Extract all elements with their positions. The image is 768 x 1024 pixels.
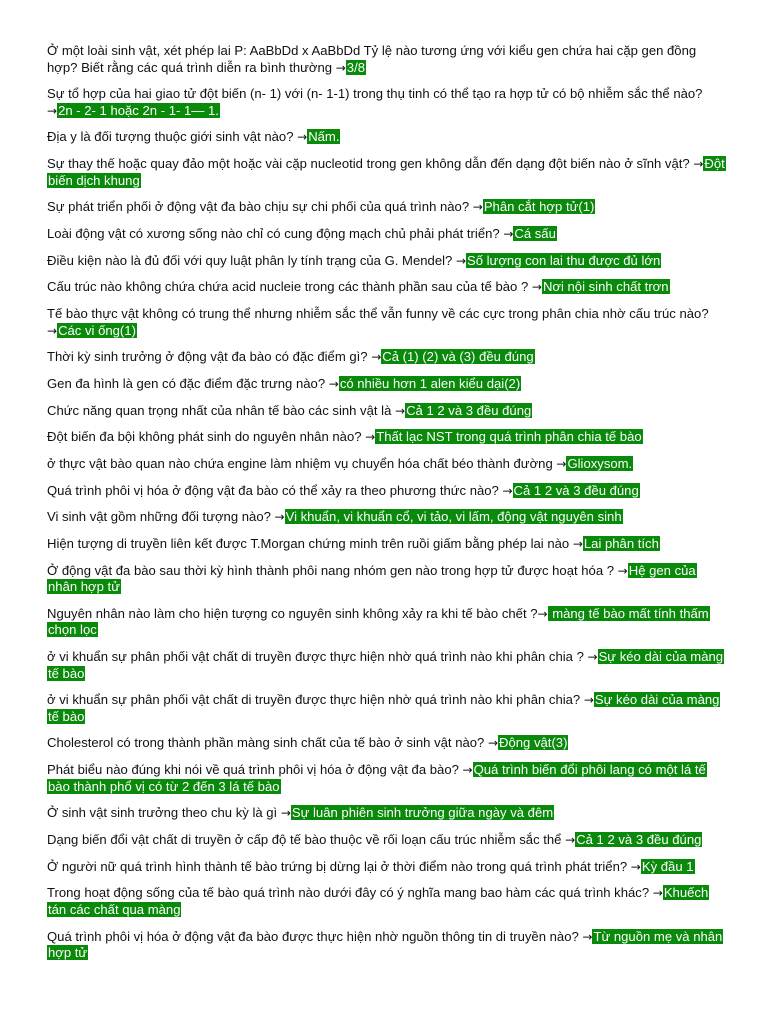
question-text: Ở một loài sinh vật, xét phép lai P: AaBbDd x AaBbDd Tỷ lệ nào tương ứng với kiểu gen chứa hai cặp gen đồng hợp? Biết rằng các quá trình diễn ra bình thường bbox=[47, 43, 697, 75]
answer-highlight: Từ nguồn mẹ và nhân hợp tử bbox=[48, 928, 723, 961]
answer-highlight: Thất lạc NST trong quá trình phân chia tế bào bbox=[376, 429, 642, 445]
qa-item bbox=[47, 43, 728, 76]
qa-item bbox=[47, 536, 728, 553]
qa-item bbox=[47, 403, 728, 420]
qa-item bbox=[47, 762, 728, 795]
answer-highlight: Cá sấu bbox=[514, 225, 556, 241]
qa-item bbox=[47, 509, 728, 526]
answer-highlight: Hệ gen của nhân hợp tử bbox=[48, 562, 696, 595]
question-text: ở thực vật bào quan nào chứa engine làm nhiệm vụ chuyển hóa chất béo thành đường bbox=[47, 455, 557, 471]
arrow-right-icon: → bbox=[462, 763, 473, 778]
question-text: Dạng biến đổi vật chất di truyền ở cấp độ tế bào thuộc về rối loạn cấu trúc nhiễm sắc thể bbox=[47, 832, 566, 847]
answer-highlight: Động vật(3) bbox=[499, 735, 568, 751]
question-text: Loài động vật có xương sống nào chỉ có cung động mạch chủ phải phát triển? bbox=[47, 225, 504, 241]
arrow-right-icon: → bbox=[582, 929, 593, 944]
question-text: Quá trình phôi vị hóa ở động vật đa bào được thực hiện nhờ nguồn thông tin di truyền nào? bbox=[47, 928, 583, 944]
answer-highlight: Sự luân phiên sinh trưởng giữa ngày và đêm bbox=[291, 805, 554, 821]
arrow-right-icon: → bbox=[47, 323, 58, 338]
arrow-right-icon: → bbox=[583, 693, 594, 708]
question-text: Địa y là đối tượng thuộc giới sinh vật nào? bbox=[47, 129, 298, 145]
question-text: Nguyên nhân nào làm cho hiện tượng co nguyên sinh không xảy ra khi tế bào chết ? bbox=[47, 605, 538, 621]
answer-highlight: Đột biến dịch khung bbox=[48, 156, 725, 188]
qa-item bbox=[47, 692, 728, 725]
arrow-right-icon: → bbox=[487, 736, 499, 751]
question-text: Phát biểu nào đúng khi nói về quá trình phôi vị hóa ở động vật đa bào? bbox=[47, 762, 463, 778]
arrow-right-icon: → bbox=[455, 253, 466, 268]
qa-item bbox=[47, 129, 728, 146]
arrow-right-icon: → bbox=[395, 403, 406, 418]
answer-highlight: Cả 1 2 và 3 đều đúng bbox=[576, 832, 702, 847]
question-text: Quá trình phôi vị hóa ở động vật đa bào có thể xảy ra theo phương thức nào? bbox=[47, 482, 503, 498]
question-text: Hiện tượng di truyền liên kết được T.Morgan chứng minh trên ruồi giấm bằng phép lai nào bbox=[47, 536, 573, 551]
qa-item bbox=[47, 885, 728, 918]
qa-item bbox=[47, 859, 728, 876]
answer-highlight: màng tế bào mất tính thấm chọn lọc bbox=[48, 605, 709, 638]
arrow-right-icon: → bbox=[274, 510, 285, 525]
arrow-right-icon: → bbox=[335, 60, 346, 75]
arrow-right-icon: → bbox=[503, 226, 514, 241]
answer-highlight: 2n - 2- 1 hoặc 2n - 1- 1— 1. bbox=[58, 102, 219, 118]
question-text: Cholesterol có trong thành phần màng sinh chất của tế bào ở sinh vật nào? bbox=[47, 735, 488, 751]
arrow-right-icon: → bbox=[572, 537, 583, 551]
answer-highlight: Cả 1 2 và 3 đều đúng bbox=[513, 482, 639, 498]
qa-item bbox=[47, 226, 728, 243]
arrow-right-icon: → bbox=[328, 376, 339, 391]
question-text: Ở người nữ quá trình hình thành tế bào trứng bị dừng lại ở thời điểm nào trong quá trình phát triển? bbox=[47, 858, 631, 874]
qa-item bbox=[47, 929, 728, 962]
answer-highlight: Các vi ống(1) bbox=[58, 322, 136, 338]
qa-item bbox=[47, 86, 728, 119]
qa-item bbox=[47, 456, 728, 473]
answer-highlight: Số lượng con lai thu được đủ lớn bbox=[467, 252, 661, 268]
answer-highlight: Lai phân tích bbox=[583, 536, 659, 551]
arrow-right-icon: → bbox=[297, 130, 308, 145]
answer-highlight: Nấm. bbox=[308, 129, 340, 145]
question-text: Vi sinh vật gồm những đối tượng nào? bbox=[47, 509, 275, 525]
qa-item bbox=[47, 606, 728, 639]
question-text: Trong hoạt động sống của tế bào quá trình nào dưới đây có ý nghĩa mang bao hàm các quá trình khác? bbox=[47, 885, 653, 901]
question-text: ở vi khuẩn sự phân phối vật chất di truyền được thực hiện nhờ quá trình nào khi phân chia? bbox=[47, 692, 584, 708]
arrow-right-icon: → bbox=[502, 483, 513, 498]
arrow-right-icon: → bbox=[630, 859, 641, 874]
question-text: Thời kỳ sinh trưởng ở động vật đa bào có đặc điểm gì? bbox=[47, 349, 372, 365]
question-text: ở vi khuẩn sự phân phối vật chất di truyền được thực hiện nhờ quá trình nào khi phân chia ? bbox=[47, 649, 588, 665]
question-text: Đột biến đa bội không phát sinh do nguyên nhân nào? bbox=[47, 429, 366, 445]
question-text: Gen đa hình là gen có đặc điểm đặc trưng nào? bbox=[47, 375, 329, 391]
arrow-right-icon: → bbox=[587, 650, 598, 665]
question-text: Cấu trúc nào không chứa chứa acid nucleie trong các thành phần sau của tế bào ? bbox=[47, 279, 532, 295]
qa-item bbox=[47, 429, 728, 446]
qa-item bbox=[47, 376, 728, 393]
answer-highlight: Vi khuẩn, vi khuẩn cổ, vi tảo, vi lấm, động vật nguyên sinh bbox=[285, 509, 622, 525]
question-text: Chức năng quan trọng nhất của nhân tế bào các sinh vật là bbox=[47, 402, 395, 418]
arrow-right-icon: → bbox=[531, 280, 542, 295]
qa-item bbox=[47, 563, 728, 596]
answer-highlight: Glioxysom. bbox=[567, 455, 633, 471]
qa-item bbox=[47, 156, 728, 189]
answer-highlight: Cả (1) (2) và (3) đều đúng bbox=[382, 349, 534, 365]
qa-item bbox=[47, 649, 728, 682]
arrow-right-icon: → bbox=[652, 886, 663, 901]
answer-highlight: Phân cắt hợp tử(1) bbox=[483, 199, 595, 215]
answer-highlight: Kỳ đầu 1 bbox=[641, 858, 694, 874]
qa-item bbox=[47, 349, 728, 366]
question-text: Sự phát triển phối ở động vật đa bào chịu sự chi phối của quá trình nào? bbox=[47, 199, 473, 215]
answer-highlight: Quá trình biến đổi phôi lang có một lá tế bào thành phổ vị có từ 2 đến 3 lá tế bào bbox=[48, 762, 706, 794]
question-text: Ở động vật đa bào sau thời kỳ hình thành phôi nang nhóm gen nào trong hợp tử được hoạt hóa ? bbox=[47, 562, 618, 578]
qa-item bbox=[47, 735, 728, 752]
arrow-right-icon: → bbox=[47, 103, 58, 118]
arrow-right-icon: → bbox=[472, 200, 483, 215]
arrow-right-icon: → bbox=[617, 563, 628, 578]
qa-item bbox=[47, 306, 728, 339]
answer-highlight: Khuếch tán các chất qua màng bbox=[48, 885, 709, 917]
question-answer-list bbox=[47, 43, 728, 962]
qa-item bbox=[47, 253, 728, 270]
qa-item bbox=[47, 483, 728, 500]
answer-highlight: Sự kéo dài của màng tế bào bbox=[48, 692, 720, 724]
arrow-right-icon: → bbox=[693, 157, 704, 172]
answer-highlight: 3/8 bbox=[346, 59, 365, 75]
question-text: Ở sinh vật sinh trưởng theo chu kỳ là gì bbox=[47, 805, 281, 821]
question-text: Sự tổ hợp của hai giao tử đột biến (n- 1) với (n- 1-1) trong thụ tinh có thể tạo ra hợp tử có bộ nhiễm sắc thể nào? bbox=[47, 86, 703, 102]
answer-highlight: Cả 1 2 và 3 đều đúng bbox=[406, 402, 532, 418]
answer-highlight: có nhiều hơn 1 alen kiểu dại(2) bbox=[339, 375, 521, 391]
answer-highlight: Sự kéo dài của màng tế bào bbox=[48, 649, 724, 681]
arrow-right-icon: → bbox=[556, 456, 567, 471]
qa-item bbox=[47, 279, 728, 296]
question-text: Sự thay thế hoặc quay đảo một hoặc vài cặp nucleotid trong gen không dẫn đến dạng đột biến nào ở sĩnh vật? bbox=[47, 156, 694, 172]
arrow-right-icon: → bbox=[371, 350, 382, 365]
qa-item bbox=[47, 199, 728, 216]
qa-item bbox=[47, 805, 728, 822]
answer-highlight: Nơi nội sinh chất trơn bbox=[542, 279, 669, 295]
arrow-right-icon: → bbox=[365, 430, 376, 445]
qa-item bbox=[47, 832, 728, 849]
arrow-right-icon: → bbox=[537, 606, 548, 621]
question-text: Điều kiện nào là đủ đối với quy luật phân ly tính trạng của G. Mendel? bbox=[47, 252, 456, 268]
arrow-right-icon: → bbox=[280, 806, 291, 821]
question-text: Tế bào thực vật không có trung thể nhưng nhiễm sắc thể vẫn funny về các cực trong phân chia nhờ cấu trúc nào? bbox=[47, 306, 709, 321]
arrow-right-icon: → bbox=[565, 833, 576, 847]
